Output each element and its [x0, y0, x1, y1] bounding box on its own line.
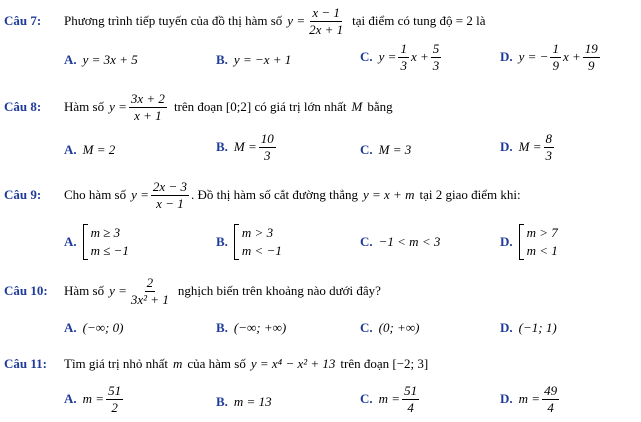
- option-7d[interactable]: D. y = − $\frac{1}{9}$ x + $\frac{19}{9}$: [500, 41, 598, 73]
- question-label: Câu 10:: [4, 283, 48, 299]
- option-10c[interactable]: C. (0; +∞): [360, 320, 420, 335]
- fraction: $\frac{3x + 2}{x + 1}$: [130, 91, 165, 123]
- option-8b[interactable]: B. M = $\frac{10}{3}$: [216, 131, 274, 163]
- question-10-stem: Câu 10: Hàm số y = $\frac{2}{\text{3x² + 1}}$ nghịch biến trên khoảng nào dưới đây?: [4, 275, 381, 307]
- option-11c[interactable]: C. m = $\frac{51}{4}$: [360, 383, 418, 415]
- question-11-stem: Câu 11: Tìm giá trị nhỏ nhất m của hàm số y = x⁴ − x² + 13 trên đoạn [−2; 3]: [4, 356, 429, 371]
- option-9b[interactable]: B. m > 3 m < −1: [216, 224, 282, 260]
- question-label: Câu 11:: [4, 356, 47, 371]
- option-11d[interactable]: D. m = $\frac{49}{4}$: [500, 383, 558, 415]
- question-8-stem: Câu 8: Hàm số y = $\frac{3x + 2}{x + 1}$ trên đoạn [0;2] có giá trị lớn nhất M bằng: [4, 91, 393, 123]
- option-8a[interactable]: A. M = 2: [64, 142, 116, 157]
- question-label: Câu 8:: [4, 99, 42, 115]
- question-label: Câu 9:: [4, 187, 42, 203]
- option-10d[interactable]: D. (−1; 1): [500, 320, 557, 335]
- option-8d[interactable]: D. M = $\frac{8}{3}$: [500, 131, 552, 163]
- option-9d[interactable]: D. m > 7 m < 1: [500, 224, 558, 260]
- option-8c[interactable]: C. M = 3: [360, 142, 412, 157]
- option-10a[interactable]: A. (−∞; 0): [64, 320, 124, 335]
- fraction: $\frac{2x - 3}{x - 1}$: [152, 179, 187, 211]
- option-11a[interactable]: A. m = $\frac{51}{2}$: [64, 383, 122, 415]
- question-9-stem: Câu 9: Cho hàm số y = $\frac{2x - 3}{x - 1}$ . Đồ thị hàm số cắt đường thẳng y = x + m tại 2 giao điểm khi:: [4, 179, 521, 211]
- option-10b[interactable]: B. (−∞; +∞): [216, 320, 287, 335]
- option-7c[interactable]: C. y = $\frac{1}{3}$ x + $\frac{5}{3}$: [360, 41, 440, 73]
- option-7b[interactable]: B. y = −x + 1: [216, 52, 292, 67]
- question-label: Câu 7:: [4, 13, 42, 29]
- option-9a[interactable]: A. m ≥ 3 m ≤ −1: [64, 224, 129, 260]
- question-7-stem: Câu 7: Phương trình tiếp tuyến của đồ thị hàm số y = $\frac{x - 1}{2x + 1}$ tại điểm có tung độ = 2 là: [4, 5, 486, 37]
- option-11b[interactable]: B. m = 13: [216, 394, 272, 409]
- fraction: $\frac{x - 1}{2x + 1}$: [309, 5, 344, 37]
- option-9c[interactable]: C. −1 < m < 3: [360, 234, 441, 249]
- option-7a[interactable]: A. y = 3x + 5: [64, 52, 138, 67]
- fraction: $\frac{2}{\text{3x² + 1}}$: [130, 275, 169, 307]
